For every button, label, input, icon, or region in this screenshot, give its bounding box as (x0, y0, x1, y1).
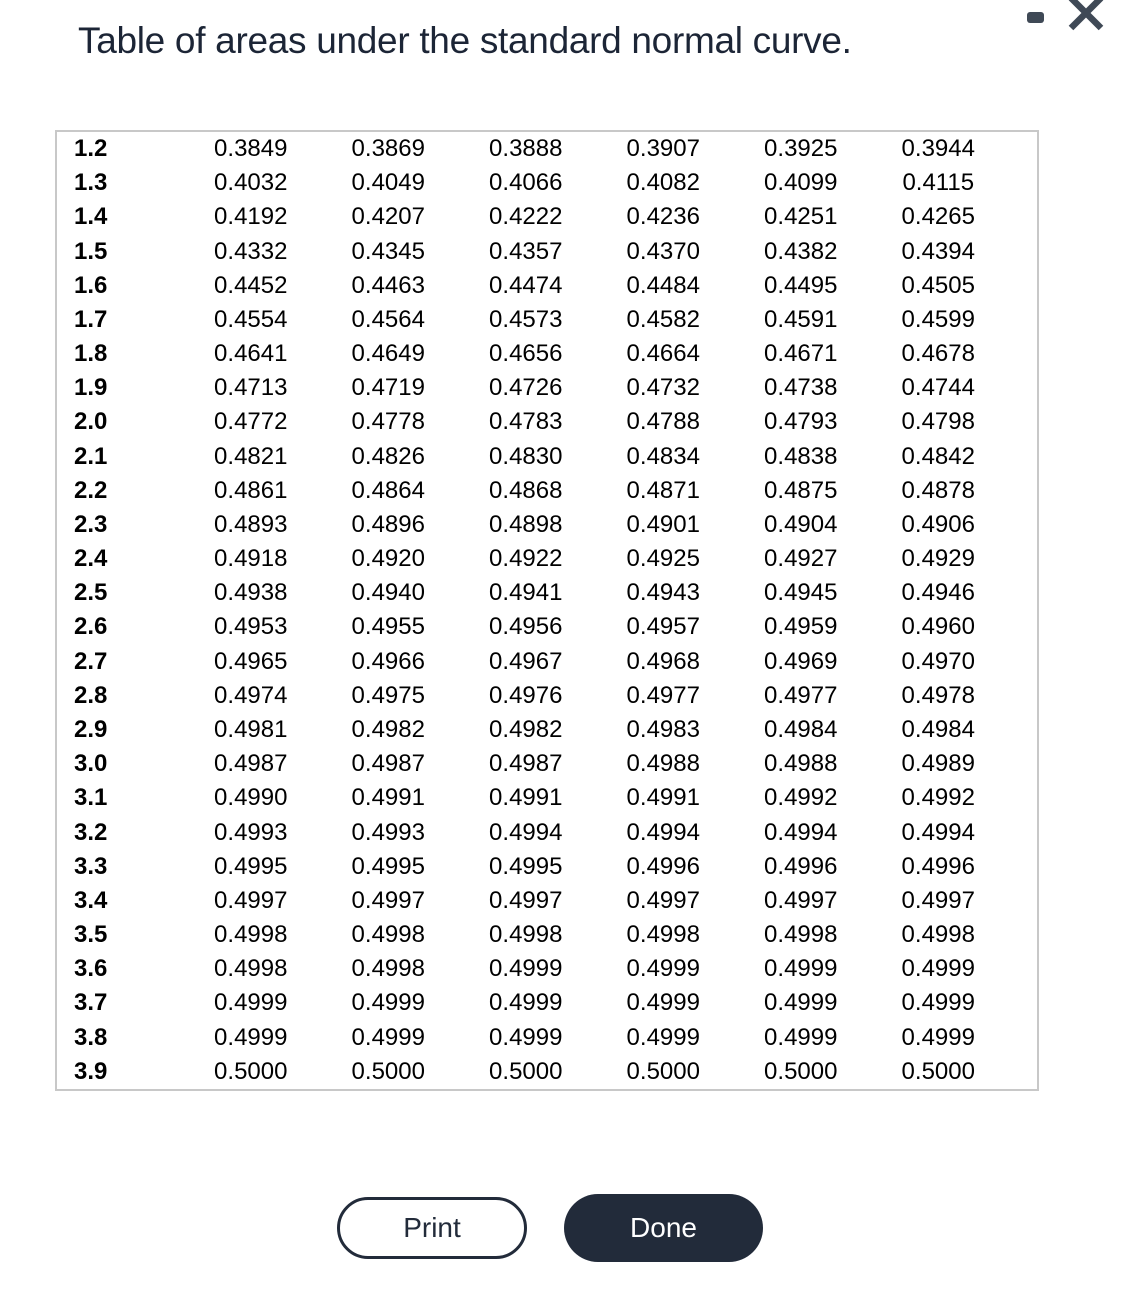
table-cell: 0.4945 (764, 579, 838, 607)
table-row (57, 781, 1007, 815)
table-cell: 0.4842 (901, 442, 975, 470)
table-cell: 0.4998 (626, 921, 700, 949)
table-cell: 0.4893 (214, 510, 288, 538)
table-row (57, 645, 1007, 679)
table-cell: 0.4564 (351, 305, 425, 333)
table-cell: 0.4999 (764, 1023, 838, 1051)
table-cell: 0.4989 (901, 750, 975, 778)
row-label: 2.1 (74, 442, 108, 470)
print-button[interactable]: Print (337, 1197, 527, 1259)
table-row (57, 166, 1007, 200)
table-cell: 0.4713 (214, 374, 288, 402)
table-row (57, 200, 1007, 234)
table-cell: 0.3849 (214, 135, 288, 163)
table-cell: 0.4946 (901, 579, 975, 607)
row-label: 1.9 (74, 374, 108, 402)
table-cell: 0.4918 (214, 545, 288, 573)
table-cell: 0.4370 (626, 237, 700, 265)
table-cell: 0.4997 (901, 886, 975, 914)
action-bar (0, 1194, 1134, 1264)
z-table-body (57, 132, 1007, 1089)
table-cell: 0.4965 (214, 647, 288, 675)
table-cell: 0.4991 (489, 784, 563, 812)
minimize-button[interactable] (1027, 10, 1047, 24)
table-cell: 0.4207 (351, 203, 425, 231)
table-cell: 0.4997 (214, 886, 288, 914)
table-cell: 0.4955 (351, 613, 425, 641)
table-cell: 0.4992 (901, 784, 975, 812)
table-cell: 0.4678 (901, 340, 975, 368)
table-row (57, 713, 1007, 747)
table-cell: 0.4941 (489, 579, 563, 607)
table-cell: 0.4793 (764, 408, 838, 436)
table-cell: 0.4719 (351, 374, 425, 402)
row-label: 2.7 (74, 647, 108, 675)
table-row (57, 850, 1007, 884)
table-row (57, 132, 1007, 166)
table-row (57, 1020, 1007, 1054)
table-cell: 0.4875 (764, 476, 838, 504)
close-icon (1064, 0, 1108, 35)
table-cell: 0.4987 (489, 750, 563, 778)
table-cell: 0.4357 (489, 237, 563, 265)
table-cell: 0.4999 (489, 1023, 563, 1051)
table-cell: 0.4591 (764, 305, 838, 333)
table-row (57, 303, 1007, 337)
row-label: 3.7 (74, 989, 108, 1017)
table-cell: 0.4394 (901, 237, 975, 265)
table-row (57, 474, 1007, 508)
table-cell: 0.4082 (626, 169, 700, 197)
row-label: 1.5 (74, 237, 108, 265)
table-cell: 0.4345 (351, 237, 425, 265)
table-cell: 0.4641 (214, 340, 288, 368)
row-label: 3.6 (74, 955, 108, 983)
table-cell: 0.4994 (901, 818, 975, 846)
table-row (57, 269, 1007, 303)
table-cell: 0.4940 (351, 579, 425, 607)
table-cell: 0.4956 (489, 613, 563, 641)
table-cell: 0.4960 (901, 613, 975, 641)
table-cell: 0.4452 (214, 271, 288, 299)
table-cell: 0.4999 (764, 989, 838, 1017)
table-row (57, 952, 1007, 986)
table-cell: 0.4463 (351, 271, 425, 299)
table-cell: 0.4236 (626, 203, 700, 231)
table-cell: 0.4982 (351, 716, 425, 743)
row-label: 2.9 (74, 716, 108, 743)
row-label: 3.2 (74, 818, 108, 846)
table-cell: 0.4993 (351, 818, 425, 846)
table-cell: 0.4997 (489, 886, 563, 914)
table-cell: 0.4970 (901, 647, 975, 675)
table-row (57, 679, 1007, 713)
table-cell: 0.4788 (626, 408, 700, 436)
table-cell: 0.4994 (626, 818, 700, 846)
table-row (57, 918, 1007, 952)
table-cell: 0.4484 (626, 271, 700, 299)
table-cell: 0.4656 (489, 340, 563, 368)
table-cell: 0.4671 (764, 340, 838, 368)
table-cell: 0.5000 (626, 1057, 700, 1085)
table-cell: 0.4251 (764, 203, 838, 231)
table-cell: 0.4798 (901, 408, 975, 436)
table-row (57, 884, 1007, 918)
row-label: 2.8 (74, 681, 108, 709)
table-cell: 0.4984 (901, 716, 975, 743)
table-cell: 0.4821 (214, 442, 288, 470)
table-cell: 0.4861 (214, 476, 288, 504)
table-cell: 0.4999 (351, 1023, 425, 1051)
table-cell: 0.4938 (214, 579, 288, 607)
table-cell: 0.4996 (764, 852, 838, 880)
table-cell: 0.4599 (901, 305, 975, 333)
table-cell: 0.4998 (351, 921, 425, 949)
table-cell: 0.4554 (214, 305, 288, 333)
table-cell: 0.4999 (214, 989, 288, 1017)
table-cell: 0.3869 (351, 135, 425, 163)
table-cell: 0.4868 (489, 476, 563, 504)
table-cell: 0.4998 (901, 921, 975, 949)
table-cell: 0.4991 (351, 784, 425, 812)
table-cell: 0.3944 (901, 135, 975, 163)
table-cell: 0.4582 (626, 305, 700, 333)
table-cell: 0.5000 (764, 1057, 838, 1085)
table-cell: 0.5000 (214, 1057, 288, 1085)
row-label: 3.3 (74, 852, 108, 880)
table-cell: 0.3907 (626, 135, 700, 163)
row-label: 3.5 (74, 921, 108, 949)
table-cell: 0.5000 (489, 1057, 563, 1085)
table-cell: 0.4664 (626, 340, 700, 368)
table-cell: 0.4573 (489, 305, 563, 333)
row-label: 3.0 (74, 750, 108, 778)
table-cell: 0.4505 (901, 271, 975, 299)
table-cell: 0.4878 (901, 476, 975, 504)
table-cell: 0.4927 (764, 545, 838, 573)
table-row (57, 542, 1007, 576)
table-cell: 0.4772 (214, 408, 288, 436)
table-row (57, 235, 1007, 269)
table-cell: 0.4726 (489, 374, 563, 402)
table-cell: 0.4783 (489, 408, 563, 436)
table-cell: 0.4969 (764, 647, 838, 675)
table-row (57, 576, 1007, 610)
table-cell: 0.4830 (489, 442, 563, 470)
table-cell: 0.4993 (214, 818, 288, 846)
table-row (57, 371, 1007, 405)
table-cell: 0.4999 (214, 1023, 288, 1051)
z-table-grid (57, 132, 1007, 1089)
table-row (57, 508, 1007, 542)
table-cell: 0.4957 (626, 613, 700, 641)
z-table (55, 130, 1039, 1091)
table-cell: 0.4943 (626, 579, 700, 607)
table-cell: 0.4984 (764, 716, 838, 743)
row-label: 2.6 (74, 613, 108, 641)
table-cell: 0.4999 (489, 955, 563, 983)
row-label: 3.1 (74, 784, 108, 812)
table-cell: 0.4997 (351, 886, 425, 914)
table-cell: 0.4959 (764, 613, 838, 641)
row-label: 2.3 (74, 510, 108, 538)
table-cell: 0.4987 (214, 750, 288, 778)
table-cell: 0.4495 (764, 271, 838, 299)
table-cell: 0.4953 (214, 613, 288, 641)
table-cell: 0.4996 (626, 852, 700, 880)
table-cell: 0.4995 (351, 852, 425, 880)
table-cell: 0.4994 (489, 818, 563, 846)
table-cell: 0.4871 (626, 476, 700, 504)
table-cell: 0.4099 (764, 169, 838, 197)
table-cell: 0.4382 (764, 237, 838, 265)
table-cell: 0.4896 (351, 510, 425, 538)
table-cell: 0.4987 (351, 750, 425, 778)
window-controls (1024, 0, 1134, 44)
minimize-icon (1027, 12, 1044, 23)
table-cell: 0.4976 (489, 681, 563, 709)
table-cell: 0.4999 (351, 989, 425, 1017)
table-cell: 0.4920 (351, 545, 425, 573)
table-cell: 0.4994 (764, 818, 838, 846)
done-button[interactable]: Done (564, 1194, 763, 1262)
table-cell: 0.4998 (214, 921, 288, 949)
table-cell: 0.4838 (764, 442, 838, 470)
table-cell: 0.4997 (764, 886, 838, 914)
row-label: 3.4 (74, 886, 108, 914)
table-cell: 0.4991 (626, 784, 700, 812)
table-cell: 0.4864 (351, 476, 425, 504)
table-cell: 0.4998 (489, 921, 563, 949)
table-cell: 0.4983 (626, 716, 700, 743)
table-cell: 0.4904 (764, 510, 838, 538)
row-label: 1.8 (74, 340, 108, 368)
table-row (57, 815, 1007, 849)
table-cell: 0.4974 (214, 681, 288, 709)
table-cell: 0.4906 (901, 510, 975, 538)
table-cell: 0.3888 (489, 135, 563, 163)
table-cell: 0.4988 (626, 750, 700, 778)
table-cell: 0.4826 (351, 442, 425, 470)
table-cell: 0.4977 (626, 681, 700, 709)
row-label: 1.3 (74, 169, 108, 197)
page-title: Table of areas under the standard normal curve. (78, 20, 852, 61)
table-cell: 0.4995 (489, 852, 563, 880)
table-cell: 0.4998 (214, 955, 288, 983)
table-cell: 0.4999 (489, 989, 563, 1017)
table-cell: 0.4901 (626, 510, 700, 538)
table-cell: 0.4922 (489, 545, 563, 573)
table-cell: 0.4649 (351, 340, 425, 368)
table-cell: 0.3925 (764, 135, 838, 163)
table-row (57, 986, 1007, 1020)
table-cell: 0.4988 (764, 750, 838, 778)
row-label: 2.2 (74, 476, 108, 504)
table-cell: 0.4066 (489, 169, 563, 197)
close-button[interactable] (1064, 0, 1108, 35)
table-cell: 0.4982 (489, 716, 563, 743)
table-cell: 0.4929 (901, 545, 975, 573)
table-cell: 0.4222 (489, 203, 563, 231)
row-label: 2.4 (74, 545, 108, 573)
table-row (57, 1055, 1007, 1089)
table-cell: 0.4997 (626, 886, 700, 914)
table-cell: 0.4999 (901, 989, 975, 1017)
table-row (57, 405, 1007, 439)
table-row (57, 610, 1007, 644)
table-cell: 0.4032 (214, 169, 288, 197)
table-cell: 0.4834 (626, 442, 700, 470)
table-cell: 0.4049 (351, 169, 425, 197)
table-cell: 0.4474 (489, 271, 563, 299)
table-cell: 0.4192 (214, 203, 288, 231)
table-cell: 0.5000 (351, 1057, 425, 1085)
table-cell: 0.4992 (764, 784, 838, 812)
table-cell: 0.4998 (351, 955, 425, 983)
table-cell: 0.4999 (901, 1023, 975, 1051)
table-cell: 0.4115 (902, 169, 975, 197)
row-label: 1.7 (74, 305, 108, 333)
table-cell: 0.4999 (901, 955, 975, 983)
table-cell: 0.4968 (626, 647, 700, 675)
table-cell: 0.4978 (901, 681, 975, 709)
row-label: 3.9 (74, 1057, 108, 1085)
row-label: 3.8 (74, 1023, 108, 1051)
table-cell: 0.4996 (901, 852, 975, 880)
table-cell: 0.4999 (626, 989, 700, 1017)
table-cell: 0.4995 (214, 852, 288, 880)
table-cell: 0.4999 (626, 1023, 700, 1051)
table-cell: 0.4999 (626, 955, 700, 983)
table-cell: 0.4265 (901, 203, 975, 231)
table-cell: 0.4738 (764, 374, 838, 402)
table-cell: 0.4967 (489, 647, 563, 675)
table-cell: 0.4332 (214, 237, 288, 265)
row-label: 1.2 (74, 135, 108, 163)
row-label: 1.6 (74, 271, 108, 299)
table-cell: 0.4898 (489, 510, 563, 538)
table-cell: 0.4990 (214, 784, 288, 812)
table-cell: 0.5000 (901, 1057, 975, 1085)
row-label: 2.5 (74, 579, 108, 607)
row-label: 2.0 (74, 408, 108, 436)
table-cell: 0.4975 (351, 681, 425, 709)
table-cell: 0.4778 (351, 408, 425, 436)
table-cell: 0.4998 (764, 921, 838, 949)
row-label: 1.4 (74, 203, 108, 231)
table-cell: 0.4744 (901, 374, 975, 402)
table-cell: 0.4977 (764, 681, 838, 709)
table-cell: 0.4999 (764, 955, 838, 983)
table-row (57, 337, 1007, 371)
table-cell: 0.4925 (626, 545, 700, 573)
table-cell: 0.4966 (351, 647, 425, 675)
table-row (57, 747, 1007, 781)
table-row (57, 440, 1007, 474)
table-cell: 0.4732 (626, 374, 700, 402)
table-cell: 0.4981 (214, 716, 288, 743)
